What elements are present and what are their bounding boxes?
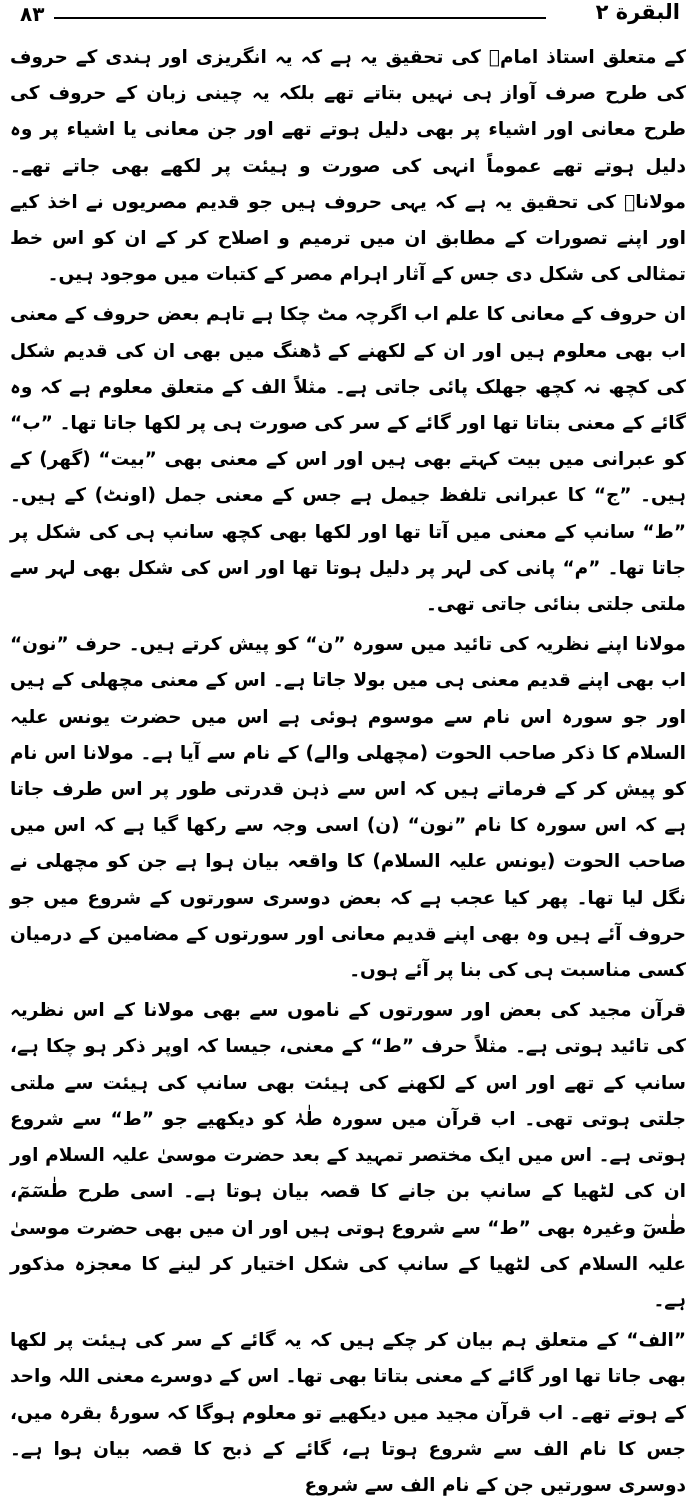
page-header	[10, 0, 686, 30]
paragraph: ان حروف کے معانی کا علم اب اگرچہ مٹ چکا ہے تاہم بعض حروف کے معنی اب بھی معلوم ہیں اور ان کے لکھنے کے ڈھنگ میں بھی ان کی قدیم شکل کی کچھ نہ کچھ جھلک پائی جاتی ہے۔ مثلاً الف کے متعلق معلوم ہے کہ وہ گائے کے معنی بتاتا تھا اور گائے کے سر کی صورت ہی پر لکھا جاتا تھا۔ ”ب“ کو عبرانی میں بیت کہتے بھی ہیں اور اس کے معنی بھی ”بیت“ (گھر) کے ہیں۔ ”ج“ کا عبرانی تلفظ جیمل ہے جس کے معنی جمل (اونٹ) کے ہیں۔ ”ط“ سانپ کے معنی میں آتا تھا اور لکھا بھی کچھ سانپ ہی کی شکل پر جاتا تھا۔ ”م“ پانی کی لہر پر دلیل ہوتا تھا اور اس کی شکل بھی لہر سے ملتی جلتی بنائی جاتی تھی۔	[9, 304, 686, 616]
header-rule	[54, 17, 546, 19]
running-title: البقرة ٢	[595, 0, 680, 24]
paragraph: قرآن مجید کی بعض اور سورتوں کے ناموں سے بھی مولانا کے اس نظریہ کی تائید ہوتی ہے۔ مثلاً حرف ”ط“ کے معنی، جیسا کہ اوپر ذکر ہو چکا ہے، سانپ کے تھے اور اس کے لکھنے کی ہیئت بھی سانپ کی ہیئت سے ملتی جلتی ہوتی تھی۔ اب قرآن میں سورہ طٰہٰ کو دیکھیے جو ”ط“ سے شروع ہوتی ہے۔ اس میں ایک مختصر تمہید کے بعد حضرت موسیٰ علیہ السلام اور ان کی لٹھیا کے سانپ بن جانے کا قصہ بیان ہوتا ہے۔ اسی طرح طٰسٓمٓ، طٰسٓ وغیرہ بھی ”ط“ سے شروع ہوتی ہیں اور ان میں بھی حضرت موسیٰ علیہ السلام کی لٹھیا کے سانپ کی شکل اختیار کر لینے کا معجزہ مذکور ہے۔	[10, 1000, 686, 1311]
paragraph: مولانا اپنے نظریہ کی تائید میں سورہ ”ن“ کو پیش کرتے ہیں۔ حرف ”نون“ اب بھی اپنے قدیم معنی ہی میں بولا جاتا ہے۔ اس کے معنی مچھلی کے ہیں اور جو سورہ اس نام سے موسوم ہوئی ہے اس میں حضرت یونس علیہ السلام کا ذکر صاحب الحوت (مچھلی والے) کے نام سے آیا ہے۔ مولانا اس نام کو پیش کر کے فرماتے ہیں کہ اس سے ذہن قدرتی طور پر اس طرف جاتا ہے کہ اس سورہ کا نام ”نون“ (ن) اسی وجہ سے رکھا گیا ہے کہ اس میں صاحب الحوت (یونس علیہ السلام) کا واقعہ بیان ہوا ہے جن کو مچھلی نے نگل لیا تھا۔ پھر کیا عجب ہے کہ بعض دوسری سورتوں کے شروع میں جو حروف آئے ہیں وہ بھی اپنے قدیم معانی اور سورتوں کے مضامین کے درمیان کسی مناسبت ہی کی بنا پر آئے ہوں۔	[10, 634, 686, 982]
paragraph: ”الف“ کے متعلق ہم بیان کر چکے ہیں کہ یہ گائے کے سر کی ہیئت پر لکھا بھی جاتا تھا اور گائے کے معنی بتاتا بھی تھا۔ اس کے دوسرے معنی اللہ واحد کے ہوتے تھے۔ اب قرآن مجید میں دیکھیے تو معلوم ہوگا کہ سورۂ بقرہ میں، جس کا نام الف سے شروع ہوتا ہے، گائے کے ذبح کا قصہ بیان ہوا ہے۔ دوسری سورتیں جن کے نام الف سے شروع	[10, 1330, 686, 1496]
body-text	[10, 40, 686, 1504]
page-number: ٨٣	[20, 2, 45, 26]
paragraph: کے متعلق استاذ امامؒ کی تحقیق یہ ہے کہ یہ انگریزی اور ہندی کے حروف کی طرح صرف آواز ہی نہیں بتاتے تھے بلکہ یہ چینی زبان کے حروف کی طرح معانی اور اشیاء پر بھی دلیل ہوتے تھے اور جن معانی یا اشیاء پر وہ دلیل ہوتے تھے عموماً انہی کی صورت و ہیئت پر لکھے بھی جاتے تھے۔ مولاناؒ کی تحقیق یہ ہے کہ یہی حروف ہیں جو قدیم مصریوں نے اخذ کیے اور اپنے تصورات کے مطابق ان میں ترمیم و اصلاح کر کے ان کو اس خط تمثالی کی شکل دی جس کے آثار اہرام مصر کے کتبات میں موجود ہیں۔	[10, 47, 686, 286]
